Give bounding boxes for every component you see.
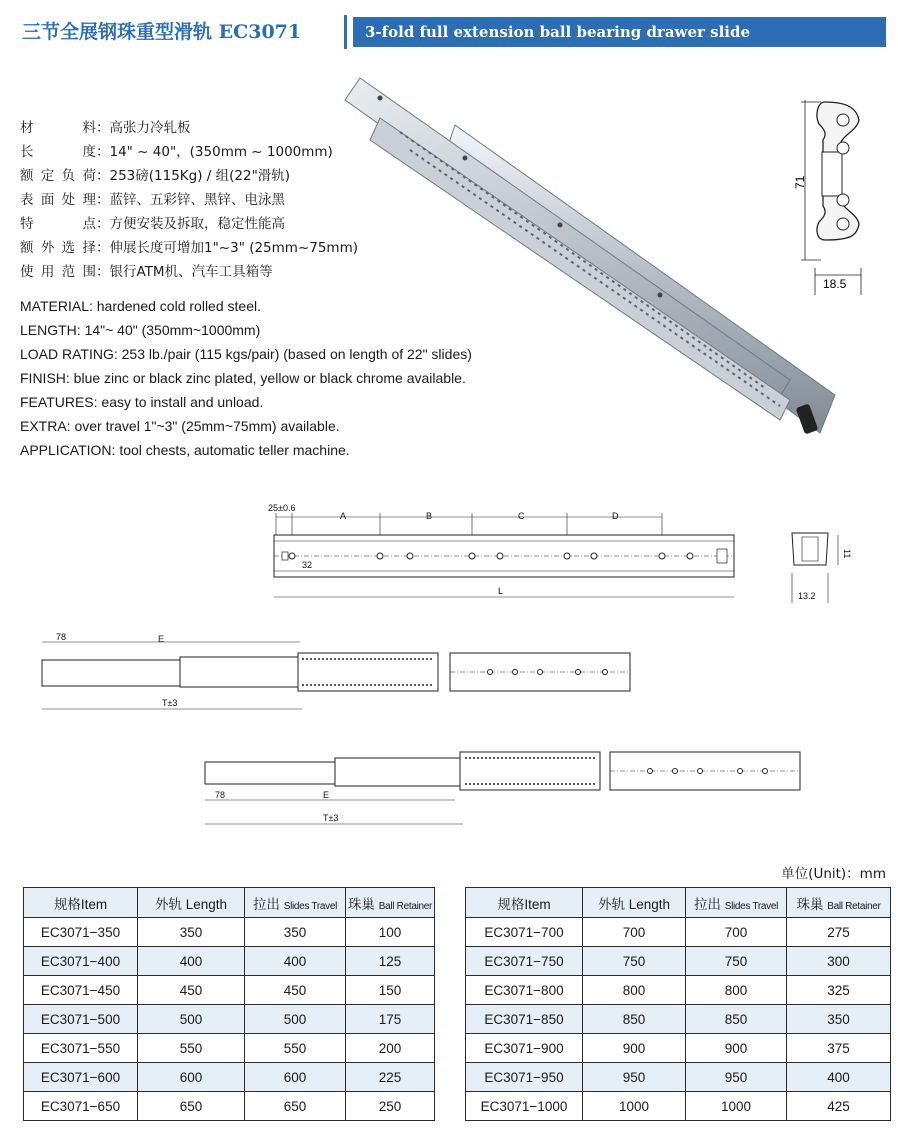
table-row	[24, 947, 435, 976]
spec-key: 材 料	[20, 120, 96, 136]
table-cell: EC3071−1000	[466, 1092, 583, 1121]
spec-en-row: LENGTH: 14"~ 40" (350mm~1000mm)	[20, 322, 261, 338]
table-cell: 225	[346, 1063, 435, 1092]
page-header	[22, 15, 886, 49]
spec-cn-row	[20, 164, 358, 188]
table-cell: 650	[245, 1092, 346, 1121]
profile-width-label: 18.5	[823, 277, 847, 291]
spec-key: 特 点	[20, 216, 96, 232]
col-header-travel: 拉出 Slides Travel	[245, 888, 346, 918]
table-cell: 200	[346, 1034, 435, 1063]
table-cell: 850	[583, 1005, 686, 1034]
dim-ta-label: T±3	[162, 698, 178, 708]
dim-a-label: A	[340, 511, 347, 521]
spec-value: ：方便安装及拆取，稳定性能高	[96, 216, 285, 232]
profile-drawing	[795, 90, 887, 300]
spec-value: ：银行ATM机、汽车工具箱等	[96, 264, 273, 280]
spec-key: 使用范围	[20, 264, 96, 280]
dim-eb-label: E	[323, 790, 330, 800]
col-header-item: 规格Item	[466, 888, 583, 918]
table-cell: 900	[686, 1034, 787, 1063]
spec-value: ：伸展长度可增加1"~3" (25mm~75mm)	[96, 240, 359, 256]
table-cell: 400	[245, 947, 346, 976]
table-row	[466, 918, 891, 947]
table-cell: 400	[138, 947, 245, 976]
spec-cn-row	[20, 116, 358, 140]
spec-en-row: EXTRA: over travel 1"~3" (25mm~75mm) available.	[20, 418, 340, 434]
table-cell: 600	[138, 1063, 245, 1092]
table-row	[466, 947, 891, 976]
col-header-length: 外轨 Length	[583, 888, 686, 918]
table-row	[24, 1034, 435, 1063]
table-cell: EC3071−350	[24, 918, 138, 947]
table-cell: EC3071−500	[24, 1005, 138, 1034]
table-cell: 400	[787, 1063, 891, 1092]
spec-cn-row	[20, 260, 358, 284]
dim-d-label: D	[612, 511, 619, 521]
table-cell: EC3071−800	[466, 976, 583, 1005]
table-cell: 950	[686, 1063, 787, 1092]
spec-value: ：14" ~ 40"，(350mm ~ 1000mm)	[96, 144, 333, 160]
table-cell: EC3071−850	[466, 1005, 583, 1034]
table-row	[466, 1092, 891, 1121]
col-header-item: 规格Item	[24, 888, 138, 918]
table-cell: 550	[245, 1034, 346, 1063]
table-cell: 350	[245, 918, 346, 947]
spec-en-row: LOAD RATING: 253 lb./pair (115 kgs/pair) (based on length of 22" slides)	[20, 346, 472, 362]
spec-cn-row	[20, 140, 358, 164]
dim-ea-label: E	[158, 634, 165, 644]
table-row	[24, 918, 435, 947]
spec-table-right	[465, 887, 891, 1121]
table-cell: 350	[138, 918, 245, 947]
header-divider	[344, 15, 347, 49]
outer-rail-drawing	[262, 505, 742, 605]
table-cell: 500	[245, 1005, 346, 1034]
spec-value: ：蓝锌、五彩锌、黑锌、电泳黑	[96, 192, 285, 208]
table-cell: 700	[686, 918, 787, 947]
table-row	[24, 1092, 435, 1121]
table-cell: 600	[245, 1063, 346, 1092]
table-cell: 800	[686, 976, 787, 1005]
table-cell: 100	[346, 918, 435, 947]
table-cell: EC3071−600	[24, 1063, 138, 1092]
table-cell: EC3071−900	[466, 1034, 583, 1063]
dim-25-label: 25±0.6	[268, 503, 296, 513]
dim-b-label: B	[426, 511, 433, 521]
table-cell: EC3071−450	[24, 976, 138, 1005]
extended-slide-drawing-bottom	[195, 748, 815, 828]
table-cell: EC3071−650	[24, 1092, 138, 1121]
table-cell: 300	[787, 947, 891, 976]
end-view-drawing	[778, 525, 868, 605]
table-cell: 375	[787, 1034, 891, 1063]
table-cell: 750	[583, 947, 686, 976]
spec-value: ：253磅(115Kg) / 组(22"滑轨)	[96, 168, 291, 184]
dim-tb-label: T±3	[323, 813, 339, 823]
table-cell: EC3071−750	[466, 947, 583, 976]
table-row	[466, 1063, 891, 1092]
table-cell: 325	[787, 976, 891, 1005]
specs-cn	[20, 116, 358, 284]
table-cell: 850	[686, 1005, 787, 1034]
table-cell: 275	[787, 918, 891, 947]
spec-key: 额外选择	[20, 240, 96, 256]
spec-key: 表面处理	[20, 192, 96, 208]
title-en: 3-fold full extension ball bearing drawer slide	[353, 17, 886, 47]
table-cell: 800	[583, 976, 686, 1005]
profile-height-label: 71	[793, 175, 807, 189]
col-header-travel: 拉出 Slides Travel	[686, 888, 787, 918]
table-row	[466, 1005, 891, 1034]
specs-en	[20, 294, 472, 462]
unit-label: 单位(Unit)：mm	[781, 866, 886, 882]
spec-en-row: FEATURES: easy to install and unload.	[20, 394, 264, 410]
spec-cn-row	[20, 236, 358, 260]
table-cell: 900	[583, 1034, 686, 1063]
table-cell: 550	[138, 1034, 245, 1063]
table-cell: 1000	[583, 1092, 686, 1121]
table-row	[24, 1005, 435, 1034]
spec-value: ：高张力冷轧板	[96, 120, 191, 136]
dim-l-label: L	[498, 586, 504, 596]
table-cell: EC3071−400	[24, 947, 138, 976]
end-width-label: 13.2	[798, 591, 816, 601]
col-header-retainer: 珠巢 Ball Retainer	[787, 888, 891, 918]
table-cell: 150	[346, 976, 435, 1005]
spec-en-row: FINISH: blue zinc or black zinc plated, yellow or black chrome available.	[20, 370, 466, 386]
spec-cn-row	[20, 188, 358, 212]
table-cell: EC3071−950	[466, 1063, 583, 1092]
table-cell: 175	[346, 1005, 435, 1034]
table-cell: 700	[583, 918, 686, 947]
dim-32-label: 32	[302, 560, 313, 570]
spec-cn-row	[20, 212, 358, 236]
title-cn: 三节全展钢珠重型滑轨 EC3071	[22, 15, 344, 49]
table-cell: 125	[346, 947, 435, 976]
table-cell: 500	[138, 1005, 245, 1034]
dim-78b-label: 78	[215, 790, 226, 800]
spec-en-row: APPLICATION: tool chests, automatic teller machine.	[20, 442, 350, 458]
table-cell: EC3071−700	[466, 918, 583, 947]
table-cell: 950	[583, 1063, 686, 1092]
table-cell: 425	[787, 1092, 891, 1121]
spec-table-left	[23, 887, 435, 1121]
col-header-retainer: 珠巢 Ball Retainer	[346, 888, 435, 918]
table-cell: 350	[787, 1005, 891, 1034]
dim-c-label: C	[518, 511, 525, 521]
table-cell: 1000	[686, 1092, 787, 1121]
table-row	[24, 1063, 435, 1092]
table-cell: 650	[138, 1092, 245, 1121]
table-cell: EC3071−550	[24, 1034, 138, 1063]
col-header-length: 外轨 Length	[138, 888, 245, 918]
end-height-label: 11	[842, 549, 852, 559]
spec-key: 长 度	[20, 144, 96, 160]
extended-slide-drawing-top	[30, 632, 650, 715]
table-row	[466, 1034, 891, 1063]
dim-78a-label: 78	[56, 632, 67, 642]
spec-en-row: MATERIAL: hardened cold rolled steel.	[20, 298, 261, 314]
table-header-row	[24, 888, 435, 918]
table-cell: 250	[346, 1092, 435, 1121]
table-header-row	[466, 888, 891, 918]
table-cell: 450	[138, 976, 245, 1005]
table-row	[24, 976, 435, 1005]
spec-key: 额定负荷	[20, 168, 96, 184]
table-cell: 750	[686, 947, 787, 976]
table-cell: 450	[245, 976, 346, 1005]
table-row	[466, 976, 891, 1005]
